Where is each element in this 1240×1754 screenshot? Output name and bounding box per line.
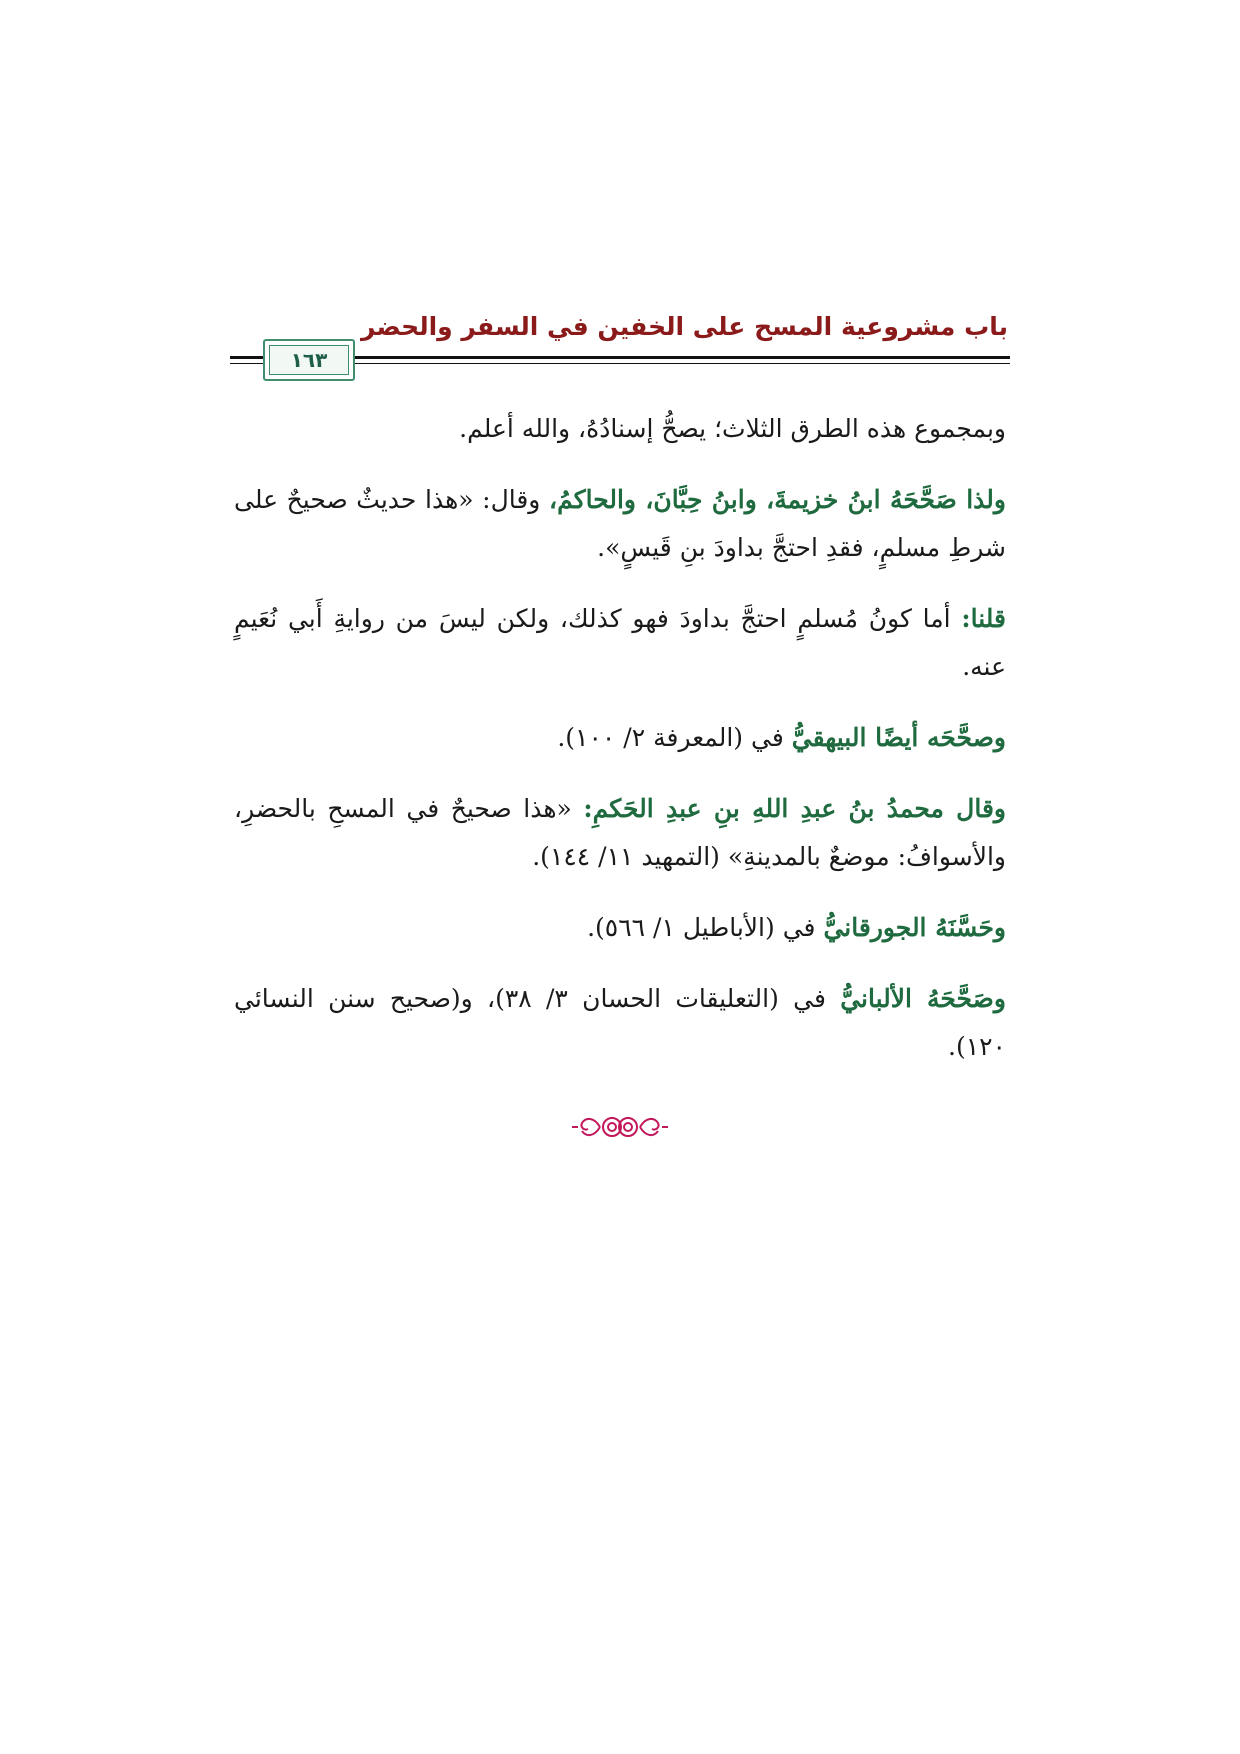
page-number: ١٦٣ — [269, 345, 349, 375]
paragraph — [234, 595, 1006, 691]
paragraph-highlight: وحَسَّنَهُ الجورقانيُّ — [823, 913, 1006, 942]
paragraph-highlight: وصَحَّحَهُ الألبانيُّ — [840, 984, 1006, 1013]
paragraph-text: أما كونُ مُسلمٍ احتجَّ بداودَ فهو كذلك، ولكن ليسَ من روايةِ أَبي نُعَيمٍ عنه. — [234, 604, 1006, 681]
paragraph — [234, 904, 1006, 952]
paragraph-text: في (المعرفة ٢/ ١٠٠). — [557, 723, 792, 752]
paragraph — [234, 975, 1006, 1071]
paragraph-text: وبمجموع هذه الطرق الثلاث؛ يصحُّ إسنادُهُ، والله أعلم. — [459, 414, 1006, 443]
paragraph-highlight: قلنا: — [961, 604, 1006, 633]
floral-divider-icon — [570, 1109, 670, 1145]
chapter-title: باب مشروعية المسح على الخفين في السفر والحضر — [361, 312, 1008, 341]
paragraph — [234, 405, 1006, 453]
paragraph-text: وقال: «هذا حديثٌ صحيحٌ على شرطِ مسلمٍ، فقدِ احتجَّ بداودَ بنِ قَيسٍ». — [234, 485, 1006, 562]
paragraph — [234, 785, 1006, 881]
paragraph — [234, 476, 1006, 572]
paragraph — [234, 714, 1006, 762]
body-text — [234, 405, 1006, 1094]
paragraph-text: «هذا صحيحٌ في المسحِ بالحضرِ، والأسوافُ: موضعٌ بالمدينةِ» (التمهيد ١١/ ١٤٤). — [234, 794, 1006, 871]
paragraph-highlight: وقال محمدُ بنُ عبدِ اللهِ بنِ عبدِ الحَكمِ: — [583, 794, 1006, 823]
paragraph-text: في (الأباطيل ١/ ٥٦٦). — [587, 913, 824, 942]
paragraph-text: في (التعليقات الحسان ٣/ ٣٨)، و(صحيح سنن النسائي ١٢٠). — [234, 984, 1006, 1061]
paragraph-highlight: ولذا صَحَّحَهُ ابنُ خزيمةَ، وابنُ حِبَّانَ، والحاكمُ، — [549, 485, 1006, 514]
page-number-badge — [263, 339, 355, 381]
paragraph-highlight: وصحَّحَه أيضًا البيهقيُّ — [791, 723, 1006, 752]
